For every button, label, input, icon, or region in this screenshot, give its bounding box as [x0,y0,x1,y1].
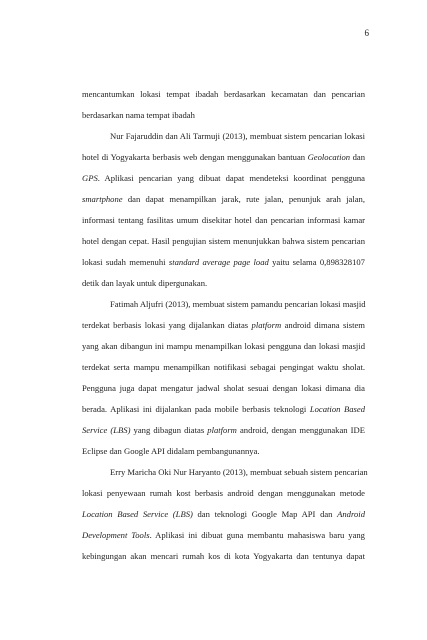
paragraph-continuation [82,84,365,126]
paragraph-fatimah-aljufri [82,294,365,462]
text-line: berada. Aplikasi ini dijalankan pada mobile berbasis teknologi Location Based [82,404,365,414]
text-line: informasi tentang fasilitas umum disekitar hotel dan pencarian informasi kamar [82,215,365,225]
text-line: yang akan dibangun ini mampu menampilkan lokasi pengguna dan lokasi masjid [82,341,365,351]
text-line: mencantumkan lokasi tempat ibadah berdasarkan kecamatan dan pencarian [82,89,365,99]
text-line: hotel di Yogyakarta berbasis web dengan menggunakan bantuan Geolocation dan [82,152,365,162]
text-line: Development Tools. Aplikasi ini dibuat guna membantu mahasiswa baru yang [82,530,365,540]
text-line: Nur Fajaruddin dan Ali Tarmuji (2013), membuat sistem pencarian lokasi [110,131,365,141]
paragraph-nur-fajaruddin [82,126,365,294]
page-number: 6 [364,28,369,38]
text-line: terdekat serta mampu menampilkan notifikasi sebagai pengingat waktu sholat. [82,362,365,372]
body-text [82,84,368,567]
text-line: terdekat berbasis lokasi yang dijalankan diatas platform android dimana sistem [82,320,365,330]
text-line: GPS. Aplikasi pencarian yang dibuat dapat mendeteksi koordinat pengguna [82,173,365,183]
text-line: lokasi penyewaan rumah kost berbasis android dengan menggunakan metode [82,488,365,498]
text-line: Location Based Service (LBS) dan teknologi Google Map API dan Android [82,509,365,519]
text-line: lokasi sudah memenuhi standard average page load yaitu selama 0,898328107 [82,257,365,267]
text-line: kebingungan akan mencari rumah kos di kota Yogyakarta dan tentunya dapat [82,551,365,561]
text-line: Service (LBS) yang dibagun diatas platform android, dengan menggunakan IDE [82,425,365,435]
text-line: hotel dengan cepat. Hasil pengujian sistem menunjukkan bahwa sistem pencarian [82,236,365,246]
text-line: berdasarkan nama tempat ibadah [82,110,195,120]
text-line: Erry Maricha Oki Nur Haryanto (2013), membuat sebuah sistem pencarian [110,467,368,477]
text-line: detik dan layak untuk dipergunakan. [82,278,208,288]
paragraph-erry-maricha [82,462,368,567]
text-line: Fatimah Aljufri (2013), membuat sistem pamandu pencarian lokasi masjid [110,299,366,309]
text-line: Eclipse dan Google API didalam pembangunannya. [82,446,260,456]
text-line: smartphone dan dapat menampilkan jarak, rute jalan, penunjuk arah jalan, [82,194,365,204]
text-line: Pengguna juga dapat mengatur jadwal sholat sesuai dengan lokasi dimana dia [82,383,365,393]
